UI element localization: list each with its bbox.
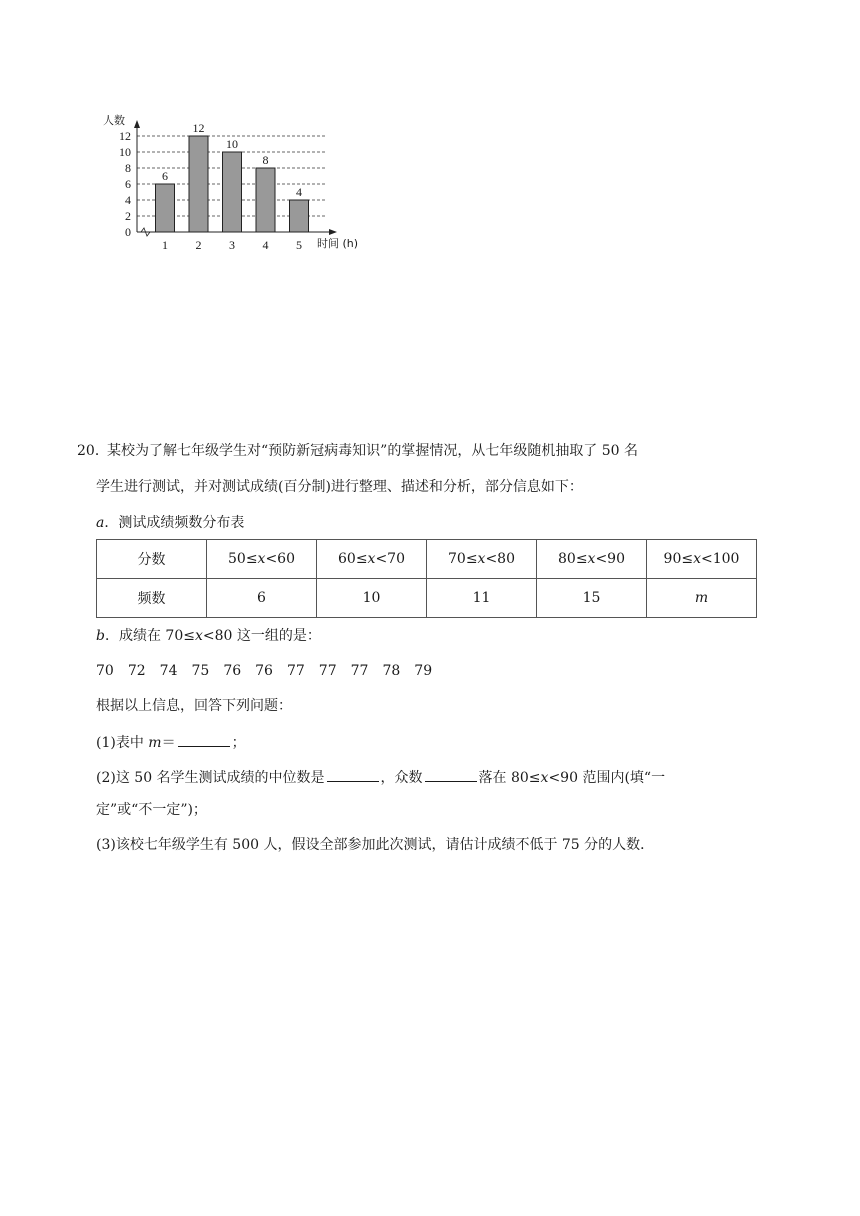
x-axis-arrow: [329, 229, 337, 235]
y-tick-label: 10: [119, 145, 131, 159]
q1-pre: (1)表中: [96, 735, 149, 751]
score-value: 79: [414, 663, 433, 679]
score-value: 77: [286, 663, 305, 679]
range-lo: 80≤: [558, 551, 588, 567]
table-row-label: 频数: [97, 579, 207, 618]
score-value: 76: [223, 663, 242, 679]
q1-var: m: [148, 735, 162, 751]
question-number: 20．: [77, 443, 109, 459]
score-value: 74: [159, 663, 178, 679]
bar: [156, 184, 175, 232]
bar: [290, 200, 309, 232]
bar-value-label: 4: [296, 185, 302, 199]
bar: [223, 152, 242, 232]
x-tick-label: 2: [195, 238, 202, 252]
answer-blank[interactable]: [327, 766, 379, 782]
bar-value-label: 8: [262, 153, 269, 167]
table-row: [97, 579, 757, 618]
prompt-text: 根据以上信息，回答下列问题：: [96, 698, 292, 714]
x-tick-label: 4: [262, 238, 269, 252]
question-intro-line1: 某校为了解七年级学生对“预防新冠病毒知识”的掌握情况，从七年级随机抽取了 50 名: [107, 443, 639, 459]
range-cell: [427, 540, 537, 579]
range-lo: 90≤: [663, 551, 694, 567]
x-tick-label: 1: [162, 238, 168, 252]
bar-value-label: 12: [192, 121, 205, 135]
answer-blank[interactable]: [178, 731, 230, 747]
range-hi: <70: [375, 551, 405, 567]
range-cell: [537, 540, 647, 579]
y-tick-label: 2: [125, 209, 131, 223]
q2-b: ，众数: [380, 770, 423, 786]
x-tick-label: 3: [229, 238, 235, 252]
answer-blank[interactable]: [425, 766, 477, 782]
part-b-var: x: [194, 628, 203, 644]
bar: [256, 168, 275, 232]
y-tick-label: 8: [125, 161, 131, 175]
score-value: 70: [96, 663, 114, 679]
y-tick-label: 0: [125, 225, 131, 239]
sub-question-2-line2: 定”或“不一定”)；: [96, 802, 207, 818]
x-tick-label: 5: [296, 238, 302, 252]
q2-var: x: [540, 770, 549, 786]
part-b-letter: b: [96, 628, 105, 644]
range-var: x: [257, 551, 266, 567]
range-var: x: [693, 551, 701, 567]
q2-a: (2)这 50 名学生测试成绩的中位数是: [96, 770, 325, 786]
y-tick-label: 6: [125, 177, 131, 191]
bar-chart: [95, 108, 385, 258]
bar-value-label: 6: [162, 169, 168, 183]
q1-end: ；: [231, 735, 246, 751]
range-lo: 50≤: [228, 551, 258, 567]
frequency-table: [96, 539, 757, 618]
q2-c: 落在 80≤: [478, 770, 541, 786]
score-value: 75: [191, 663, 210, 679]
y-tick-label: 12: [119, 129, 131, 143]
score-value: 76: [255, 663, 273, 679]
score-value: 78: [382, 663, 401, 679]
range-hi: <90: [595, 551, 625, 567]
score-list: [96, 661, 446, 681]
x-axis-title: 时间 (h): [317, 237, 359, 250]
y-axis-arrow: [134, 120, 140, 128]
count-cell: 10: [317, 579, 427, 618]
y-tick-label: 4: [125, 193, 131, 207]
sub-question-2: [96, 766, 665, 788]
score-value: 72: [127, 663, 146, 679]
part-b-heading: [96, 626, 321, 646]
count-cell: 6: [207, 579, 317, 618]
table-row: [97, 540, 757, 579]
range-hi: <100: [701, 551, 740, 567]
range-lo: 60≤: [338, 551, 368, 567]
sub-question-1: [96, 731, 246, 753]
range-hi: <60: [265, 551, 295, 567]
count-cell: 11: [427, 579, 537, 618]
y-axis-title: 人数: [103, 114, 125, 127]
part-b-pre: ．成绩在 70≤: [104, 628, 195, 644]
part-a-text: ．测试成绩频数分布表: [104, 515, 245, 531]
part-b-post: <80 这一组的是：: [202, 628, 321, 644]
count-cell: m: [647, 579, 757, 618]
count-cell: 15: [537, 579, 647, 618]
score-value: 77: [318, 663, 337, 679]
q1-post: ＝: [161, 735, 176, 751]
table-header-label: 分数: [97, 540, 207, 579]
q2-d: <90 范围内(填“一: [548, 770, 666, 786]
part-a-heading: [96, 513, 244, 533]
sub-question-3: (3)该校七年级学生有 500 人，假设全部参加此次测试，请估计成绩不低于 75 分的人数．: [96, 837, 655, 853]
range-var: x: [587, 551, 596, 567]
range-var: x: [477, 551, 486, 567]
range-cell: [317, 540, 427, 579]
range-cell: [647, 540, 757, 579]
bar-value-label: 10: [226, 137, 238, 151]
range-cell: [207, 540, 317, 579]
range-hi: <80: [485, 551, 515, 567]
score-value: 77: [350, 663, 369, 679]
bar: [189, 136, 208, 232]
range-var: x: [367, 551, 376, 567]
part-a-letter: a: [96, 515, 105, 531]
question-intro-line2: 学生进行测试，并对测试成绩(百分制)进行整理、描述和分析，部分信息如下：: [96, 479, 583, 495]
range-lo: 70≤: [448, 551, 478, 567]
